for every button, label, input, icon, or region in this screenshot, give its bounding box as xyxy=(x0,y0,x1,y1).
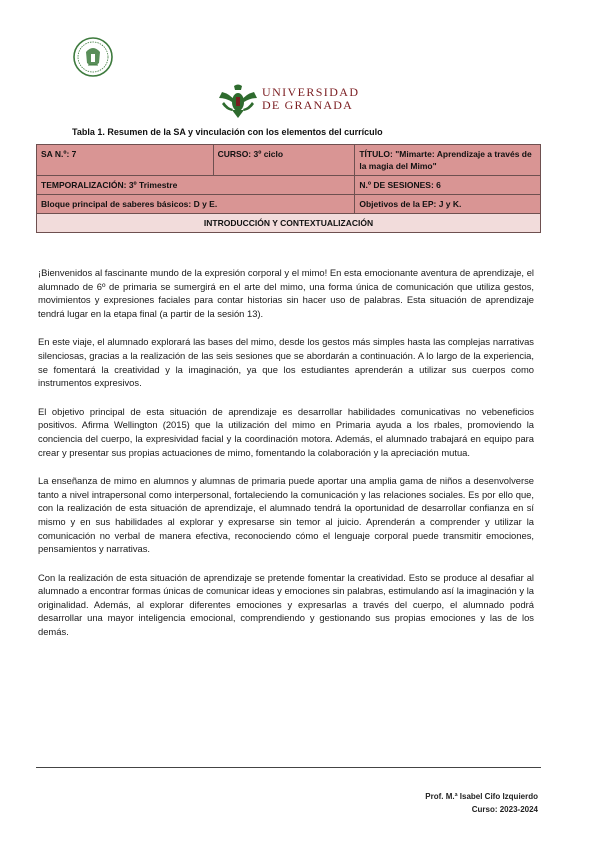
block-cell: Bloque principal de saberes básicos: D y E. xyxy=(37,195,355,214)
paragraph: La enseñanza de mimo en alumnos y alumnas de primaria puede aportar una amplia gama de niños a desenvolverse tanto a nivel intrapersonal como interpersonal, fortaleciendo la comunicación y las relaciones sociales. Es por ello que, con la realización de esta situación de aprendizaje, el alumnado tendrá la oportunidad de desarrollar confianza en sí mismo y en sus habilidades al explorar y expresarse sin temor al juicio. Aprenderán a comprender y utilizar la comunicación no verbal de manera efectiva, reconociendo cómo el lenguaje corporal puede transmitir emociones, pensamientos y narrativas. xyxy=(38,475,534,555)
seal-logo-icon xyxy=(72,36,114,78)
paragraph: En este viaje, el alumnado explorará las bases del mimo, desde los gestos más simples hasta las complejas narrativas silenciosas, gracias a la realización de las seis sesiones que se abordarán a continuación. A lo largo de la experiencia, se fomentará la creatividad y la imaginación, ya que los estudiantes aprenderán a utilizar sus cuerpos como instrumentos expresivos. xyxy=(38,336,534,389)
footer-author: Prof. M.ª Isabel Cifo Izquierdo xyxy=(425,792,538,801)
table-row xyxy=(37,214,541,233)
table-caption: Tabla 1. Resumen de la SA y vinculación con los elementos del currículo xyxy=(72,127,383,137)
table-row xyxy=(37,145,541,176)
course-cell: CURSO: 3º ciclo xyxy=(213,145,355,176)
university-name-line2: DE GRANADA xyxy=(262,98,353,112)
section-header-cell: INTRODUCCIÓN Y CONTEXTUALIZACIÓN xyxy=(37,214,541,233)
paragraph: ¡Bienvenidos al fascinante mundo de la expresión corporal y el mimo! En esta emocionante aventura de aprendizaje, el alumnado de 6º de primaria se sumergirá en el arte del mimo, una forma única de comunicación que utiliza gestos, movimientos y expresiones faciales para contar historias sin hacer uso de palabras. Esta situación de aprendizaje tendrá lugar en la etapa final (a partir de la sesión 13). xyxy=(38,267,534,319)
university-name xyxy=(262,86,359,112)
paragraph: Con la realización de esta situación de aprendizaje se pretende fomentar la creatividad. Esto se produce al desafiar al alumnado a encontrar formas únicas de comunicar ideas y emociones sin palabras, estimulando así la imaginación y la originalidad. Además, al explorar diferentes emociones y expresarlas a través del cuerpo, el alumnado podrá desarrollar una mayor inteligencia emocional, comprendiendo y gestionando sus propias emociones y las de los demás. xyxy=(38,571,534,638)
sa-summary-table xyxy=(36,144,541,233)
table-row xyxy=(37,195,541,214)
table-row xyxy=(37,176,541,195)
body-text xyxy=(38,266,534,654)
sessions-cell: N.º DE SESIONES: 6 xyxy=(355,176,541,195)
university-name-line1: UNIVERSIDAD xyxy=(262,85,360,99)
footer xyxy=(425,790,538,816)
title-cell: TÍTULO: "Mimarte: Aprendizaje a través de la magia del Mimo" xyxy=(355,145,541,176)
paragraph: El objetivo principal de esta situación de aprendizaje es desarrollar habilidades comunicativas no vebeneficios positivos. Afirma Wellington (2015) que la utilización del mimo en Primaria ayuda a los rbales, promoviendo la conciencia del cuerpo, la expresividad facial y la coordinación motora. Además, el alumnado trabajará en equipo para crear y presentar sus propias actuaciones de mimo, fomentando la colaboración y la apreciación mutua. xyxy=(38,405,534,458)
objectives-cell: Objetivos de la EP: J y K. xyxy=(355,195,541,214)
sa-number-cell: SA N.º: 7 xyxy=(37,145,214,176)
temporalization-cell: TEMPORALIZACIÓN: 3º Trimestre xyxy=(37,176,355,195)
footer-divider xyxy=(36,767,541,768)
footer-course-year: Curso: 2023-2024 xyxy=(471,805,538,814)
